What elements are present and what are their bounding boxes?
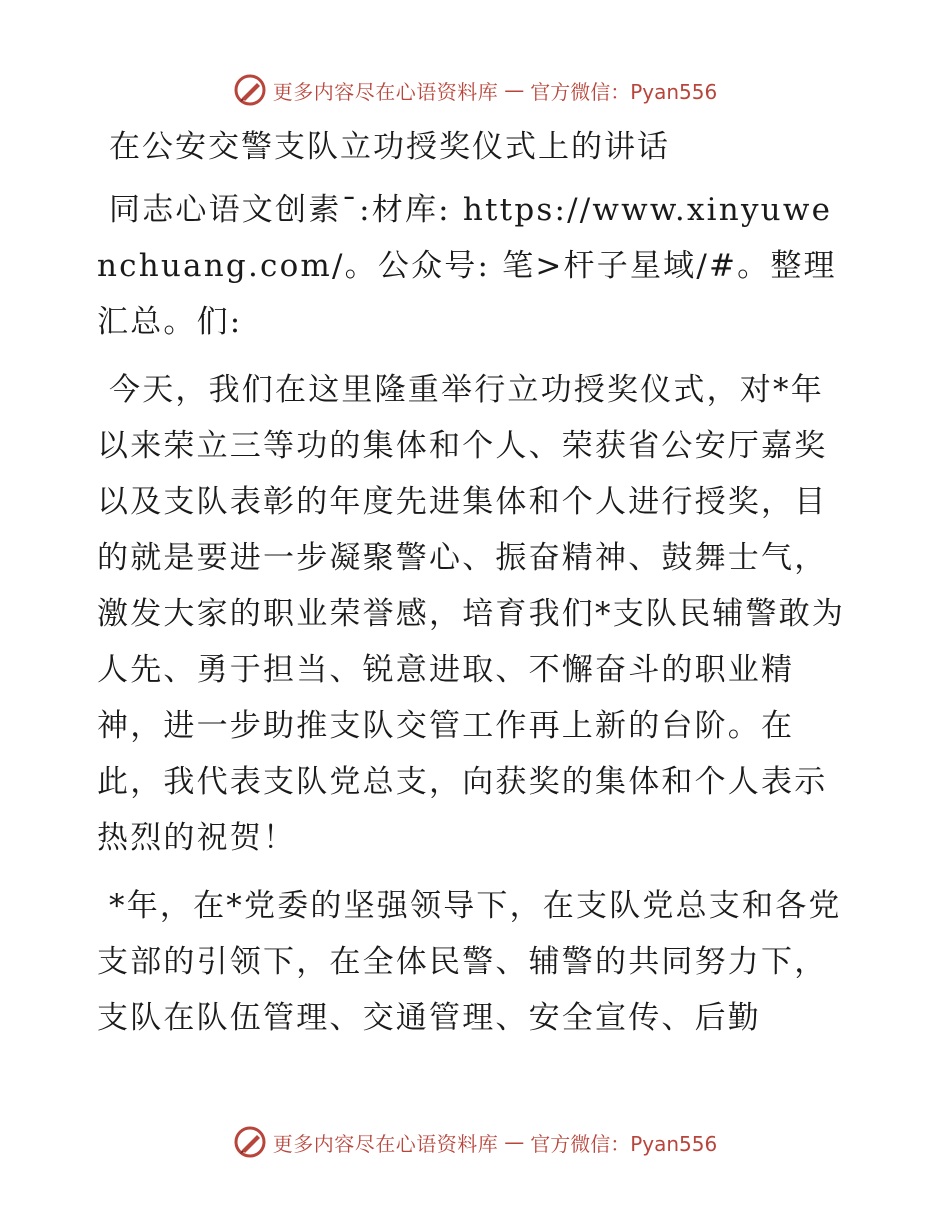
paragraph-opening: 今天，我们在这里隆重举行立功授奖仪式，对*年以来荣立三等功的集体和个人、荣获省公安厅嘉奖以及支队表彰的年度先进集体和个人进行授奖，目的就是要进一步凝聚警心、振奋精神、鼓舞士气，激发大家的职业荣誉感，培育我们*支队民辅警敢为人先、勇于担当、锐意进取、不懈奋斗的职业精神，进一步助推支队交管工作再上新的台阶。在此，我代表支队党总支，向获奖的集体和个人表示热烈的祝贺！ <box>97 372 846 856</box>
banner-wechat: 官方微信：Pyan556 <box>530 79 718 104</box>
document-body <box>97 118 852 1058</box>
banner-dash: — <box>504 1130 525 1154</box>
writing-brush-logo-icon <box>233 1125 267 1159</box>
banner-text: 更多内容尽在心语资料库 <box>272 1131 499 1156</box>
banner-text: 更多内容尽在心语资料库 <box>272 79 499 104</box>
banner-wechat: 官方微信：Pyan556 <box>530 1131 718 1156</box>
header-banner <box>0 70 950 110</box>
banner-dash: — <box>504 78 525 102</box>
paragraph-review: *年，在*党委的坚强领导下，在支队党总支和各党支部的引领下，在全体民警、辅警的共同努力下，支队在队伍管理、交通管理、安全宣传、后勤 <box>97 888 842 1036</box>
footer-banner <box>0 1122 950 1162</box>
document-title: 在公安交警支队立功授奖仪式上的讲话 <box>109 129 670 165</box>
writing-brush-logo-icon <box>233 73 267 107</box>
paragraph-salutation: 同志心语文创素¯:材库: https://www.xinyuwenchuang.com/。公众号: 笔>杆子星域/#。整理汇总。们: <box>97 192 837 340</box>
